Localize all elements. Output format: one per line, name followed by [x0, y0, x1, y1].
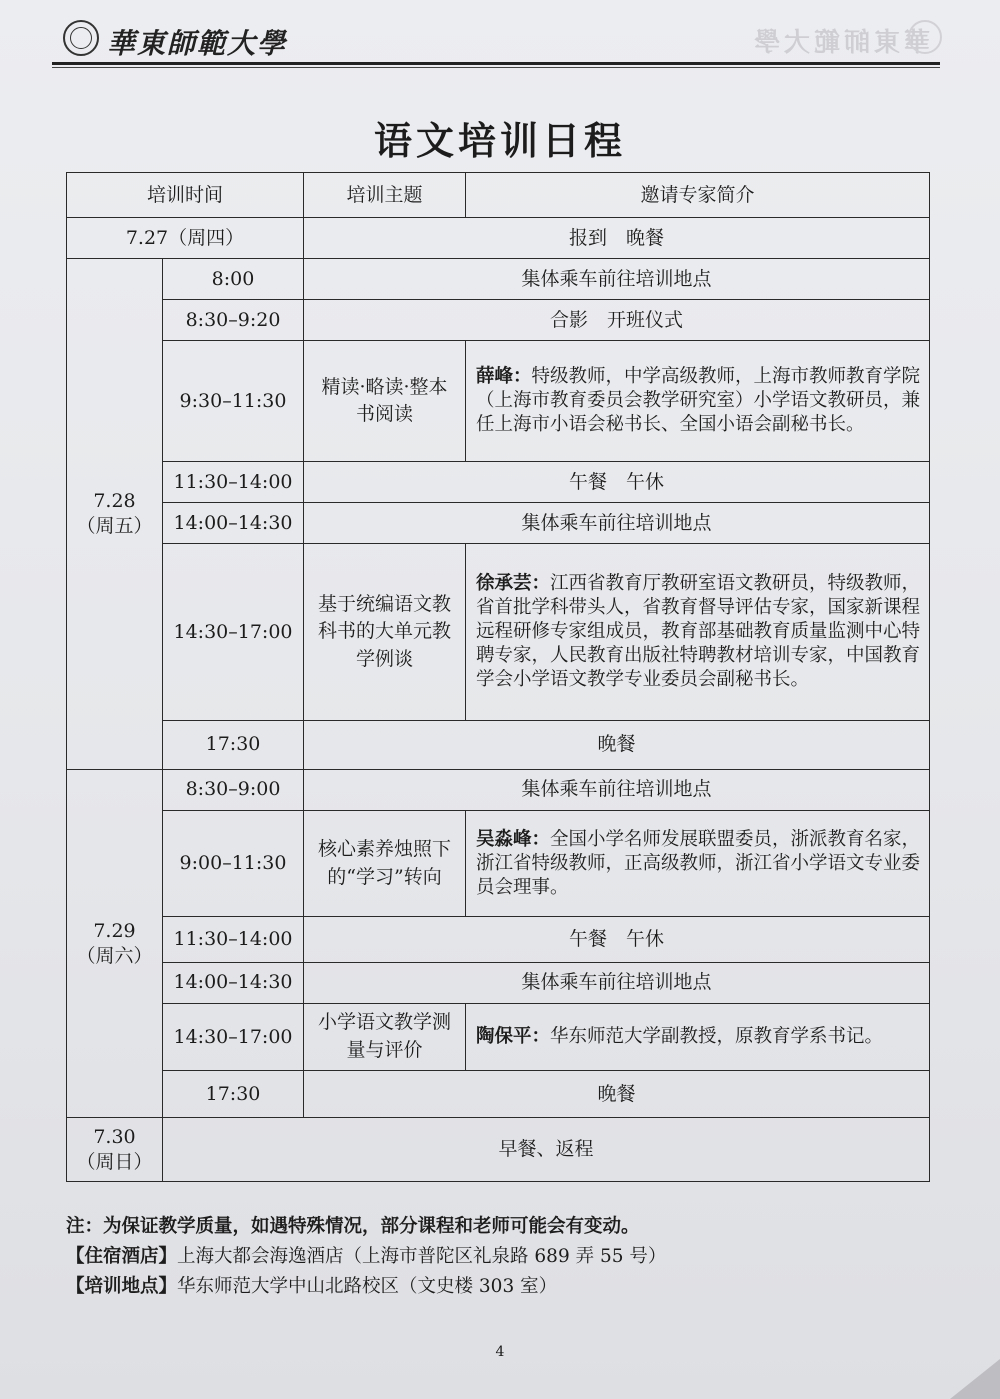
topic-cell: 核心素养烛照下的“学习”转向 — [304, 810, 466, 917]
expert-bio: 江西省教育厅教研室语文教研员，特级教师，省首批学科带头人，省教育督导评估专家，国家新课程远程研修专家组成员，教育部基础教育质量监测中心特聘专家，人民教育出版社特聘教材培训专家，中国教育学会小学语文教学专业委员会副秘书长。 — [476, 572, 921, 690]
weekday-line: （周日） — [76, 1150, 153, 1173]
page-corner-shadow — [950, 1359, 1000, 1399]
expert-bio: 全国小学名师发展联盟委员，浙派教育名家，浙江省特级教师，正高级教师，浙江省小学语文专业委员会理事。 — [476, 828, 921, 898]
time-cell: 8:30–9:20 — [163, 300, 304, 341]
expert-name: 陶保平： — [476, 1025, 551, 1047]
table-row — [67, 720, 930, 769]
hotel-line — [66, 1242, 946, 1272]
page-number: 4 — [495, 1344, 505, 1360]
header-time: 培训时间 — [67, 173, 304, 218]
time-cell: 17:30 — [163, 720, 304, 769]
date-cell — [67, 769, 163, 1118]
weekday-line: （周六） — [76, 944, 153, 967]
time-cell: 14:00–14:30 — [163, 962, 304, 1003]
table-row — [67, 1118, 930, 1182]
table-row — [67, 810, 930, 917]
table-row — [67, 769, 930, 810]
time-cell: 11:30–14:00 — [163, 917, 304, 962]
topic-cell: 基于统编语文教科书的大单元教学例谈 — [304, 544, 466, 720]
event-cell: 晚餐 — [304, 720, 930, 769]
event-cell: 集体乘车前往培训地点 — [304, 769, 930, 810]
time-cell: 11:30–14:00 — [163, 462, 304, 503]
hotel-value: 上海大都会海逸酒店（上海市普陀区礼泉路 689 弄 55 号） — [177, 1246, 667, 1267]
expert-name: 薛峰： — [476, 366, 532, 388]
header-rule-thin — [52, 67, 940, 68]
bleed-through-seal-icon — [908, 20, 942, 54]
table-row — [67, 917, 930, 962]
university-name: 華東師範大學 — [107, 27, 288, 60]
hotel-label: 【住宿酒店】 — [66, 1246, 178, 1267]
date-line: 7.30 — [93, 1125, 136, 1148]
header-topic: 培训主题 — [304, 173, 466, 218]
event-cell: 午餐 午休 — [304, 462, 930, 503]
weekday-line: （周五） — [76, 514, 153, 537]
time-cell: 9:00–11:30 — [163, 810, 304, 917]
event-cell: 集体乘车前往培训地点 — [304, 962, 930, 1003]
header-expert: 邀请专家简介 — [466, 173, 930, 218]
time-cell: 14:00–14:30 — [163, 503, 304, 544]
time-cell: 9:30–11:30 — [163, 341, 304, 462]
expert-cell — [466, 341, 930, 462]
expert-cell — [466, 544, 930, 720]
date-cell — [67, 259, 163, 770]
date-line: 7.29 — [93, 919, 136, 942]
event-cell: 集体乘车前往培训地点 — [304, 259, 930, 300]
expert-cell — [466, 810, 930, 917]
university-seal-icon — [63, 20, 99, 56]
expert-name: 吴淼峰： — [476, 828, 551, 850]
schedule-table — [66, 172, 930, 1182]
table-row — [67, 259, 930, 300]
table-row — [67, 962, 930, 1003]
time-cell: 8:30–9:00 — [163, 769, 304, 810]
event-cell: 合影 开班仪式 — [304, 300, 930, 341]
table-header-row — [67, 173, 930, 218]
time-cell: 14:30–17:00 — [163, 1003, 304, 1071]
venue-value: 华东师范大学中山北路校区（文史楼 303 室） — [177, 1276, 558, 1297]
event-cell: 报到 晚餐 — [304, 218, 930, 259]
event-cell: 集体乘车前往培训地点 — [304, 503, 930, 544]
table-row — [67, 1003, 930, 1071]
venue-label: 【培训地点】 — [66, 1276, 178, 1297]
header-rule — [52, 62, 940, 65]
table-row — [67, 218, 930, 259]
bleed-through-text: 華東師範大學 — [749, 28, 930, 58]
date-cell — [67, 1118, 163, 1182]
time-cell: 17:30 — [163, 1071, 304, 1118]
time-cell: 8:00 — [163, 259, 304, 300]
date-line: 7.28 — [93, 490, 136, 513]
expert-name: 徐承芸： — [476, 572, 551, 594]
event-cell: 早餐、返程 — [163, 1118, 930, 1182]
venue-line — [66, 1272, 946, 1302]
note-text: 注：为保证教学质量，如遇特殊情况，部分课程和老师可能会有变动。 — [66, 1216, 640, 1237]
time-cell: 14:30–17:00 — [163, 544, 304, 720]
page-title: 语文培训日程 — [373, 118, 626, 163]
event-cell: 午餐 午休 — [304, 917, 930, 962]
table-row — [67, 341, 930, 462]
notes-section — [66, 1212, 946, 1302]
table-row — [67, 544, 930, 720]
expert-bio: 特级教师，中学高级教师，上海市教师教育学院（上海市教育委员会教学研究室）小学语文教研员，兼任上海市小语会秘书长、全国小语会副秘书长。 — [476, 366, 921, 436]
topic-cell: 小学语文教学测量与评价 — [304, 1003, 466, 1071]
expert-cell — [466, 1003, 930, 1071]
table-row — [67, 503, 930, 544]
table-row — [67, 300, 930, 341]
table-row — [67, 1071, 930, 1118]
topic-cell: 精读·略读·整本书阅读 — [304, 341, 466, 462]
table-row — [67, 462, 930, 503]
event-cell: 晚餐 — [304, 1071, 930, 1118]
expert-bio: 华东师范大学副教授，原教育学系书记。 — [550, 1025, 884, 1047]
date-cell: 7.27（周四） — [67, 218, 304, 259]
